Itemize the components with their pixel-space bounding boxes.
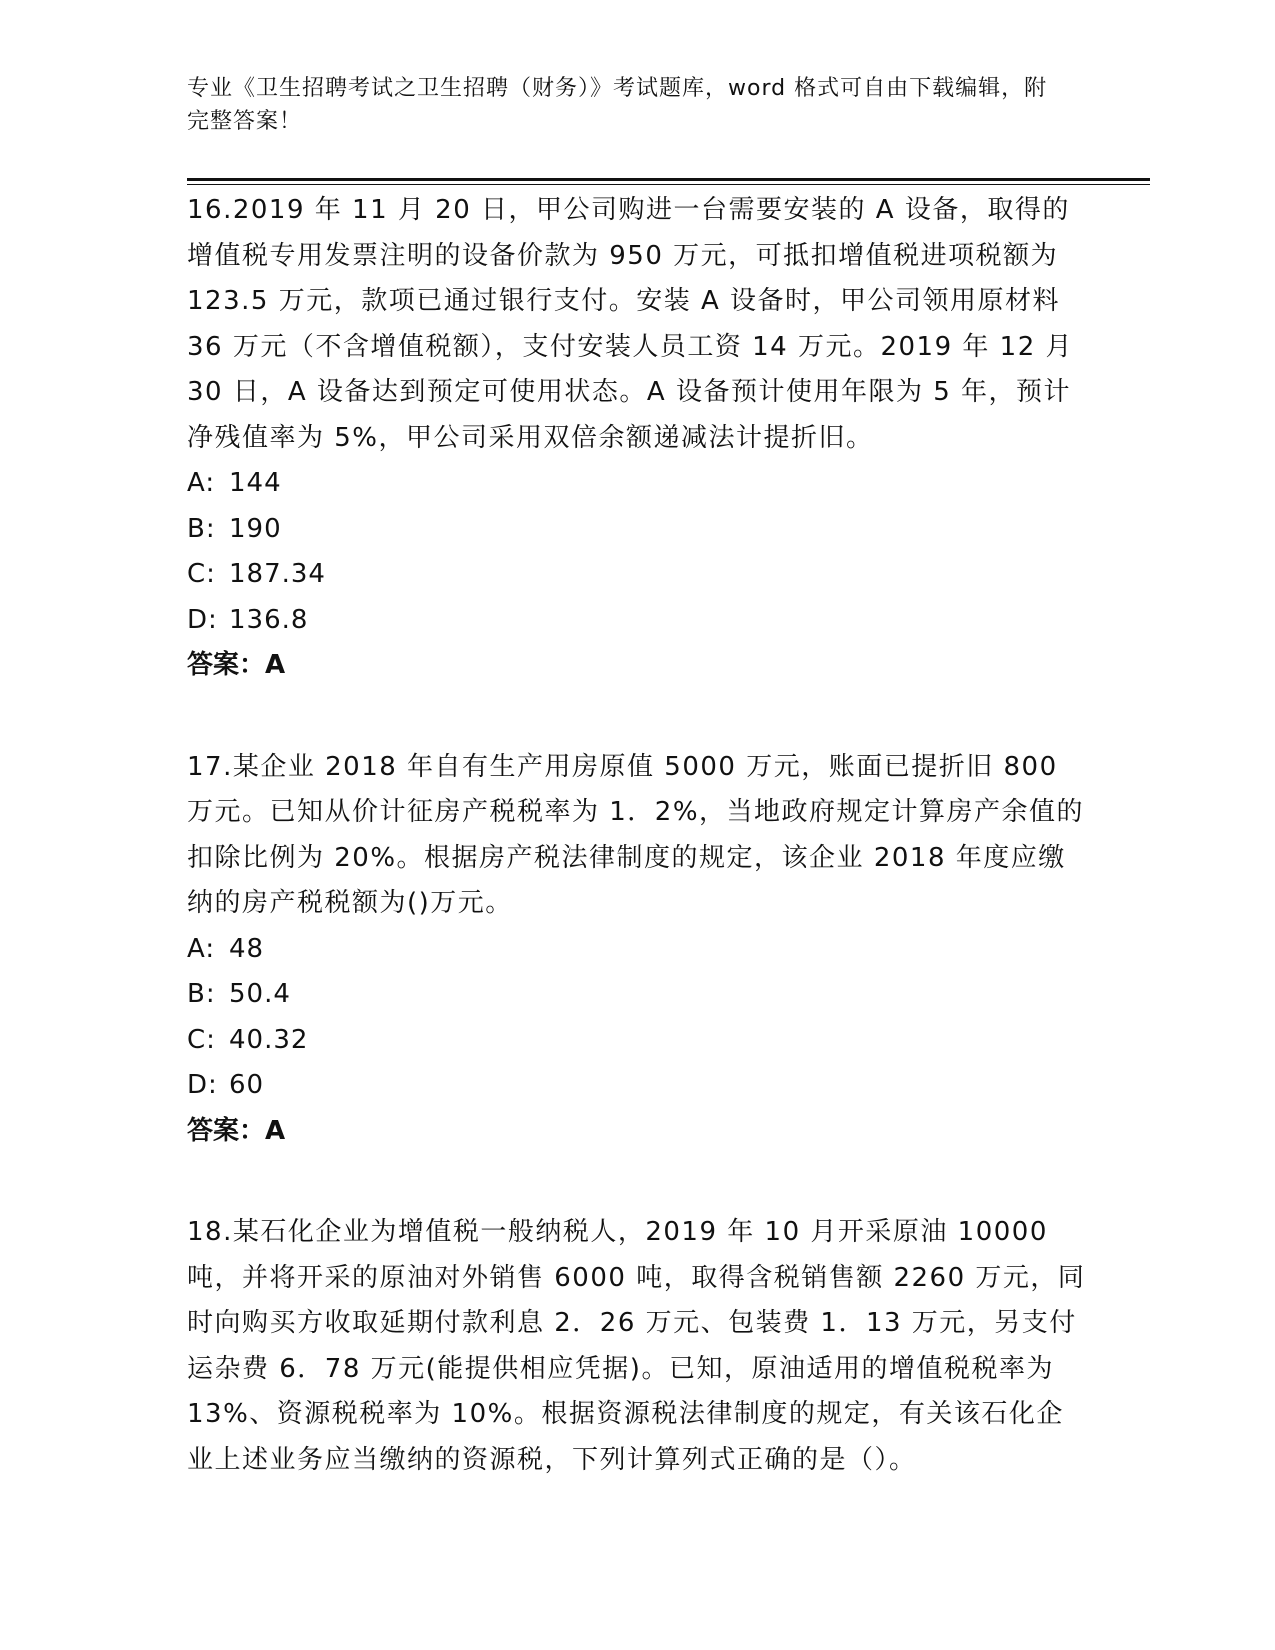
spacer — [187, 689, 1087, 745]
option-value: 60 — [229, 1070, 265, 1100]
answer-text: 答案：A — [187, 650, 286, 680]
question-block — [187, 1210, 1087, 1483]
option-value: 187.34 — [229, 559, 326, 589]
option-value: 136.8 — [229, 604, 309, 635]
option-list — [187, 927, 1087, 1109]
answer-text: 答案：A — [187, 1115, 286, 1146]
question-stem: 18.某石化企业为增值税一般纳税人，2019 年 10 月开采原油 10000 吨，并将开采的原油对外销售 6000 吨，取得含税销售额 2260 万元，同时向购买方收取延期付款利息 2．26 万元、包装费 1．13 万元，另支付运杂费 6．78 万元(能提供相应凭据)。已知，原油适用的增值税税率为 13%、资源税税率为 10%。根据资源税法律制度的规定，有关该石化企业上述业务应当缴纳的资源税，下列计算列式正确的是（）。 — [187, 1217, 1086, 1475]
header-rule-thin — [187, 184, 1150, 185]
option-letter: C: — [187, 1024, 216, 1055]
header-rule-thick — [187, 178, 1150, 181]
option-c — [187, 1018, 1087, 1064]
option-value: 48 — [229, 933, 265, 964]
option-letter: C: — [187, 559, 216, 589]
option-b — [187, 972, 1087, 1018]
option-letter: D: — [187, 604, 218, 635]
option-value: 190 — [229, 513, 282, 544]
option-d — [187, 1063, 1087, 1109]
option-list — [187, 461, 1087, 643]
option-a — [187, 461, 1087, 507]
option-letter: B: — [187, 513, 216, 544]
option-letter: D: — [187, 1070, 218, 1100]
option-value: 50.4 — [229, 979, 291, 1009]
question-block — [187, 188, 1087, 689]
option-c — [187, 552, 1087, 598]
question-stem: 16.2019 年 11 月 20 日，甲公司购进一台需要安装的 A 设备，取得的增值税专用发票注明的设备价款为 950 万元，可抵扣增值税进项税额为 123.5 万元，款项已通过银行支付。安装 A 设备时，甲公司领用原材料 36 万元（不含增值税额），支付安装人员工资 14 万元。2019 年 12 月 30 日，A 设备达到预定可使用状态。A 设备预计使用年限为 5 年，预计净残值率为 5%，甲公司采用双倍余额递减法计提折旧。 — [187, 195, 1074, 453]
option-b — [187, 507, 1087, 553]
option-value: 40.32 — [229, 1024, 309, 1055]
spacer — [187, 1154, 1087, 1210]
option-letter: A: — [187, 933, 216, 964]
option-letter: B: — [187, 979, 216, 1009]
option-a — [187, 927, 1087, 973]
document-header: 专业《卫生招聘考试之卫生招聘（财务）》考试题库，word 格式可自由下载编辑，附完整答案！ — [187, 76, 1048, 134]
option-letter: A: — [187, 468, 216, 498]
question-list — [187, 188, 1087, 1483]
question-stem: 17.某企业 2018 年自有生产用房原值 5000 万元，账面已提折旧 800 万元。已知从价计征房产税税率为 1．2%，当地政府规定计算房产余值的扣除比例为 20%。根据房产税法律制度的规定，该企业 2018 年度应缴纳的房产税税额为()万元。 — [187, 751, 1085, 918]
question-block — [187, 745, 1087, 1155]
option-value: 144 — [229, 468, 282, 498]
option-d — [187, 598, 1087, 644]
